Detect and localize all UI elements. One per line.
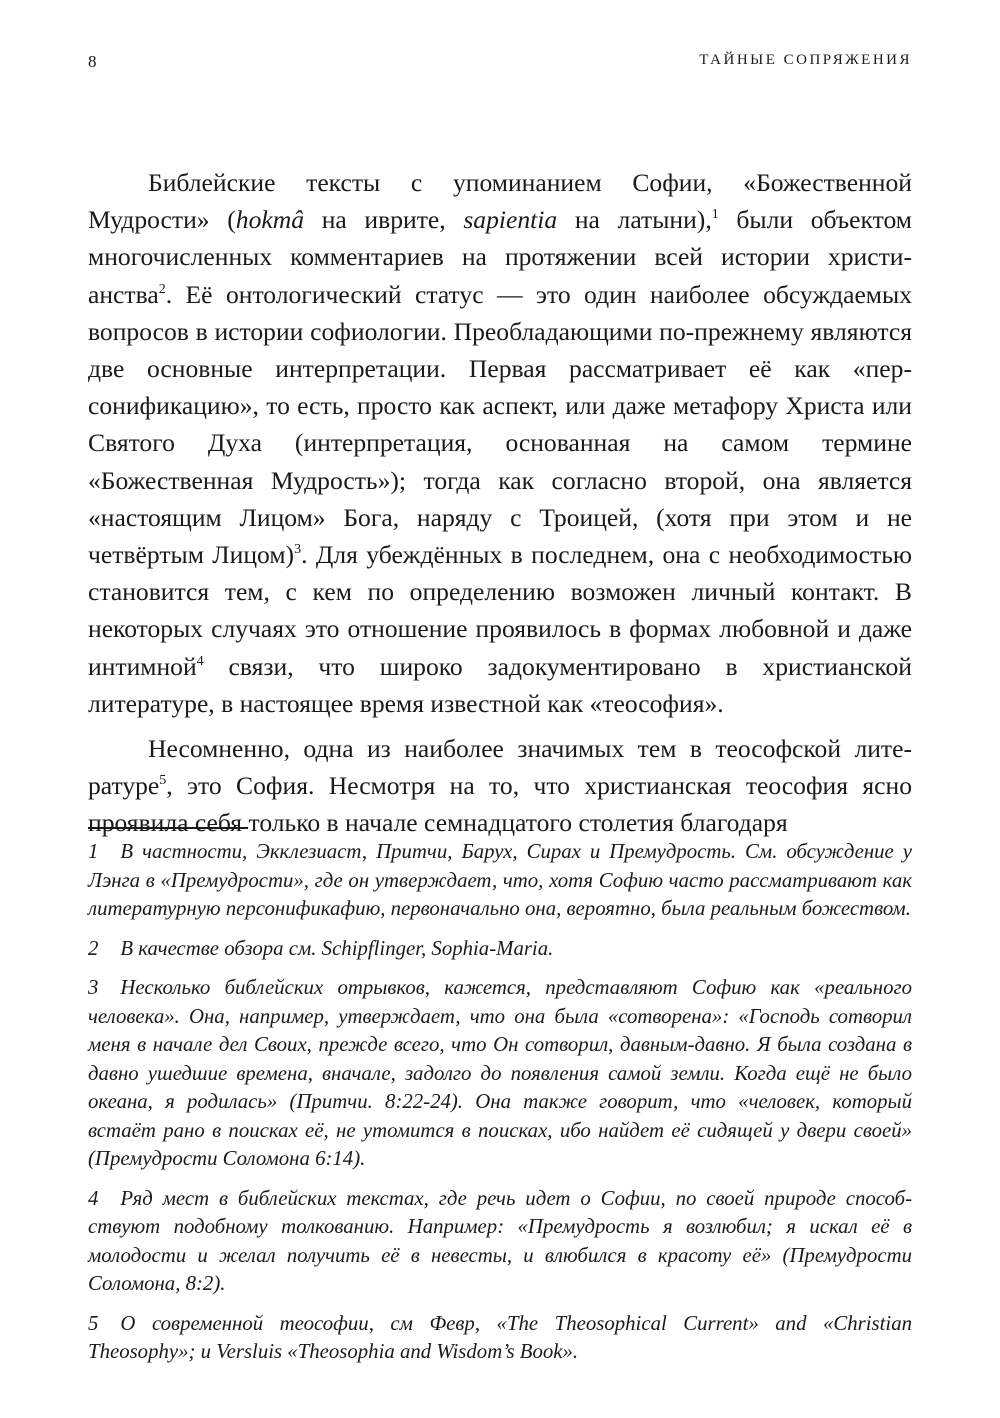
footnote-ref-3[interactable]: 3 — [294, 542, 302, 558]
text-run: на иврите, — [304, 205, 464, 235]
footnotes — [88, 838, 912, 1378]
footnote-2 — [88, 935, 912, 964]
text-run: . Для убеждённых в последнем, она с необходимостью становится тем, с кем по определению возможен личный контакт. В некоторых случаях это отношение проявилось в формах любовной и даже интимной — [88, 540, 913, 681]
text-run: . Её онтологический статус — это один наиболее обсуждаемых вопросов в истории софиологии. Преобладающими по-прежнему являются две основные интерпретации. Первая рассматривает её как «персонификацию», то есть, просто как аспект, или даже метафору Христа или Святого Духа (интерпретация, основанная на самом термине «Божественная Мудрость»); тогда как согласно второй, она является «настоящим Лицом» Бога, наряду с Троицей, (хотя при этом и не четвёртым Лицом) — [88, 279, 912, 570]
term-sapientia: sapientia — [463, 205, 558, 235]
paragraph-2 — [88, 730, 912, 842]
footnote-ref-5[interactable]: 5 — [159, 773, 167, 789]
footnote-number: 5 — [88, 1311, 99, 1335]
footnote-number: 3 — [88, 976, 99, 999]
footnote-5 — [88, 1310, 912, 1367]
footnote-divider — [88, 827, 248, 829]
footnote-text: В частности, Экклезиаст, Притчи, Барух, Сирах и Премудрость. См. обсуждение у Лэнга в «Премудрости», где он утверждает, что, хотя Софию часто рассматривают как литературную персонификафию, первоначально она, вероятно, была реальным божеством. — [88, 840, 912, 920]
footnote-text: Ряд мест в библейских текстах, где речь идет о Софии, по своей природе способствуют подобному толкованию. Например: «Премудрость я возлюбил; я искал её в молодости и желал получить её в невесты, и влюбился в красоту её» (Премудрости Соломона, 8:2). — [88, 1186, 912, 1295]
text-run: на латыни), — [557, 205, 712, 235]
text-run: были объектом многочисленных комментариев на протяжении всей истории христианства — [88, 205, 912, 309]
footnote-4 — [88, 1185, 912, 1299]
footnote-number: 1 — [88, 840, 99, 863]
footnote-text: В качестве обзора см. Schipflinger, Sophia-Maria. — [120, 936, 554, 960]
paragraph-1 — [88, 164, 912, 722]
footnote-ref-4[interactable]: 4 — [196, 653, 204, 669]
footnote-ref-1[interactable]: 1 — [711, 207, 719, 223]
footnote-text: Несколько библейских отрывков, кажется, представляют Софию как «реального человека». Она, например, утверждает, что она была «сотворена»: «Господь сотворил меня в начале дел Своих, прежде всего, что Он сотворил, давным-давно. Я была создана в давно ушедшие времена, вначале, задолго до появления самой земли. Когда ещё не было океана, я родилась» (Притчи. 8:22-24). Она также говорит, что «человек, который встаёт рано в поисках её, не утомится в поисках, ибо найдет её сидящей у двери своей» (Премудрости Соломона 6:14). — [88, 976, 912, 1170]
footnote-ref-2[interactable]: 2 — [158, 281, 166, 297]
running-title: ТАЙНЫЕ СОПРЯЖЕНИЯ — [699, 52, 912, 68]
footnote-number: 4 — [88, 1186, 99, 1210]
footnote-text: О современной теософии, см Февр, «The Theosophical Current» and «Christian Theosophy»; и Versluis «Theosophia and Wisdom’s Book». — [88, 1311, 912, 1363]
footnote-1 — [88, 838, 912, 924]
page-header — [88, 48, 912, 78]
text-run: связи, что широко задокументировано в христианской литературе, в настоящее время известной как «теософия». — [88, 651, 912, 718]
page-number: 8 — [88, 52, 98, 71]
text-run: , это София. Несмотря на то, что христианская теософия ясно проявила себя только в начале семнадцатого столетия благодаря — [88, 771, 912, 838]
text-run: Несомненно, одна из наиболее значимых тем в теософской литературе — [88, 734, 912, 801]
footnote-3 — [88, 974, 912, 1174]
text-run: Библейские тексты с упоминанием Софии, «Божественной Мудрости» ( — [88, 168, 912, 235]
main-text — [88, 164, 912, 842]
footnote-number: 2 — [88, 936, 99, 960]
term-hokma: hokmâ — [235, 205, 305, 235]
